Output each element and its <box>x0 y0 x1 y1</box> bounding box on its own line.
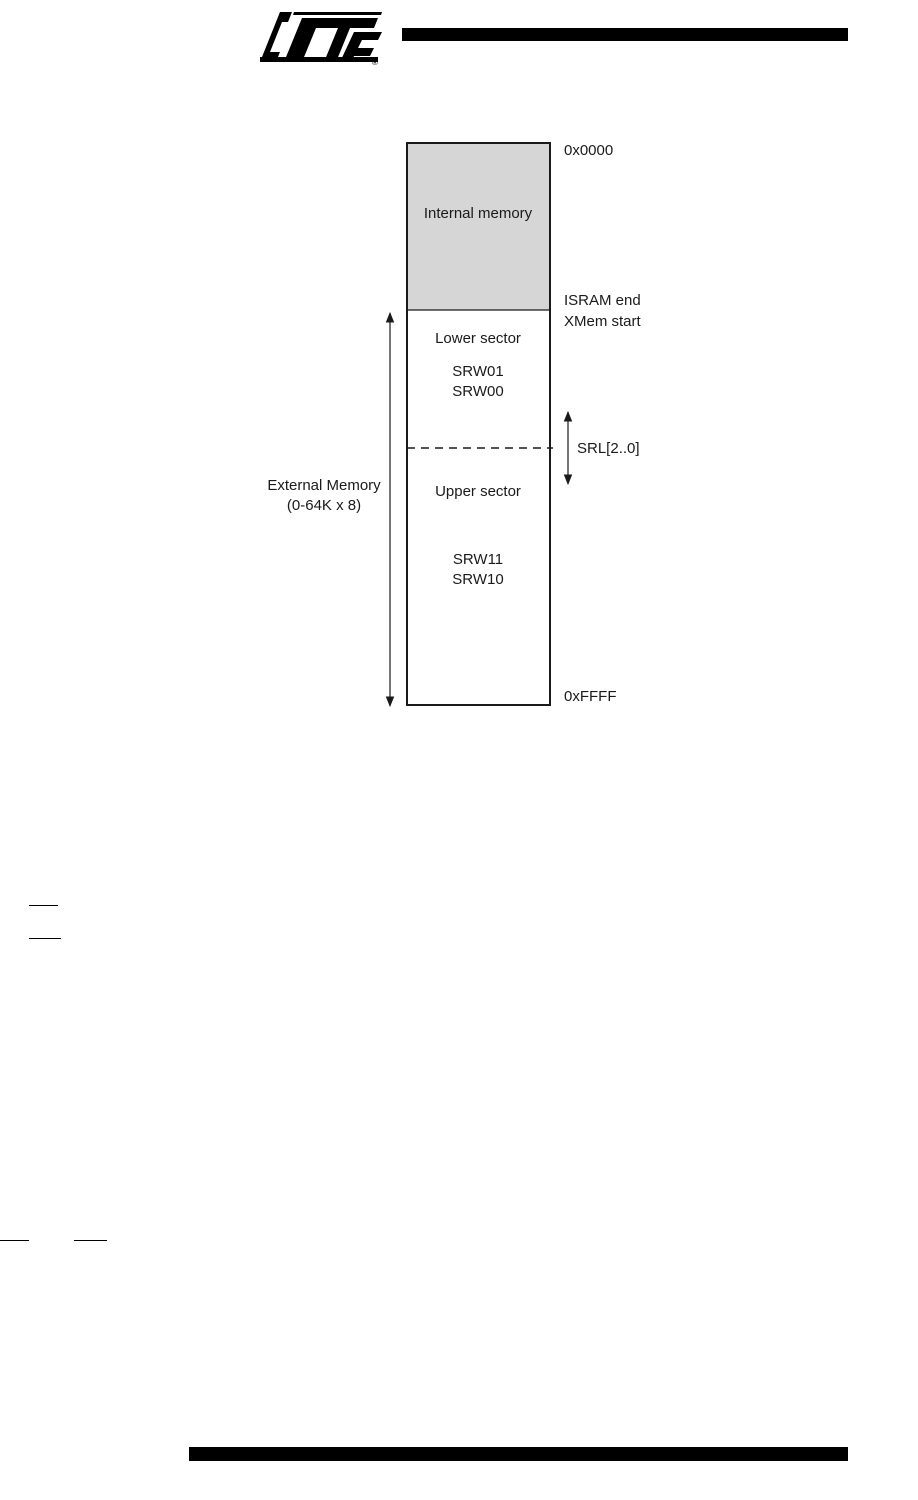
overline-stub <box>29 938 61 939</box>
internal-memory-block <box>407 143 550 310</box>
address-bottom-label: 0xFFFF <box>564 688 617 705</box>
footer-rule <box>189 1447 848 1461</box>
upper-sector-bit-srw11: SRW11 <box>452 551 504 568</box>
registered-mark: ® <box>372 58 378 66</box>
address-top-label: 0x0000 <box>564 142 614 159</box>
lower-sector-label: Lower sector <box>435 330 521 347</box>
isram-end-label: ISRAM end <box>564 292 641 309</box>
overline-stub <box>0 1240 29 1241</box>
upper-sector-bit-srw10: SRW10 <box>452 571 504 588</box>
overline-stub <box>74 1240 107 1241</box>
upper-sector-label: Upper sector <box>435 483 521 500</box>
lower-sector-bit-srw00: SRW00 <box>452 383 504 400</box>
lower-sector-bit-srw01: SRW01 <box>452 363 504 380</box>
sector-limit-label: SRL[2..0] <box>577 440 640 457</box>
xmem-start-label: XMem start <box>564 313 641 330</box>
external-memory-label: External Memory <box>267 477 381 494</box>
overline-stub <box>29 905 58 906</box>
internal-memory-label: Internal memory <box>423 205 533 222</box>
external-memory-size-label: (0-64K x 8) <box>286 497 362 514</box>
